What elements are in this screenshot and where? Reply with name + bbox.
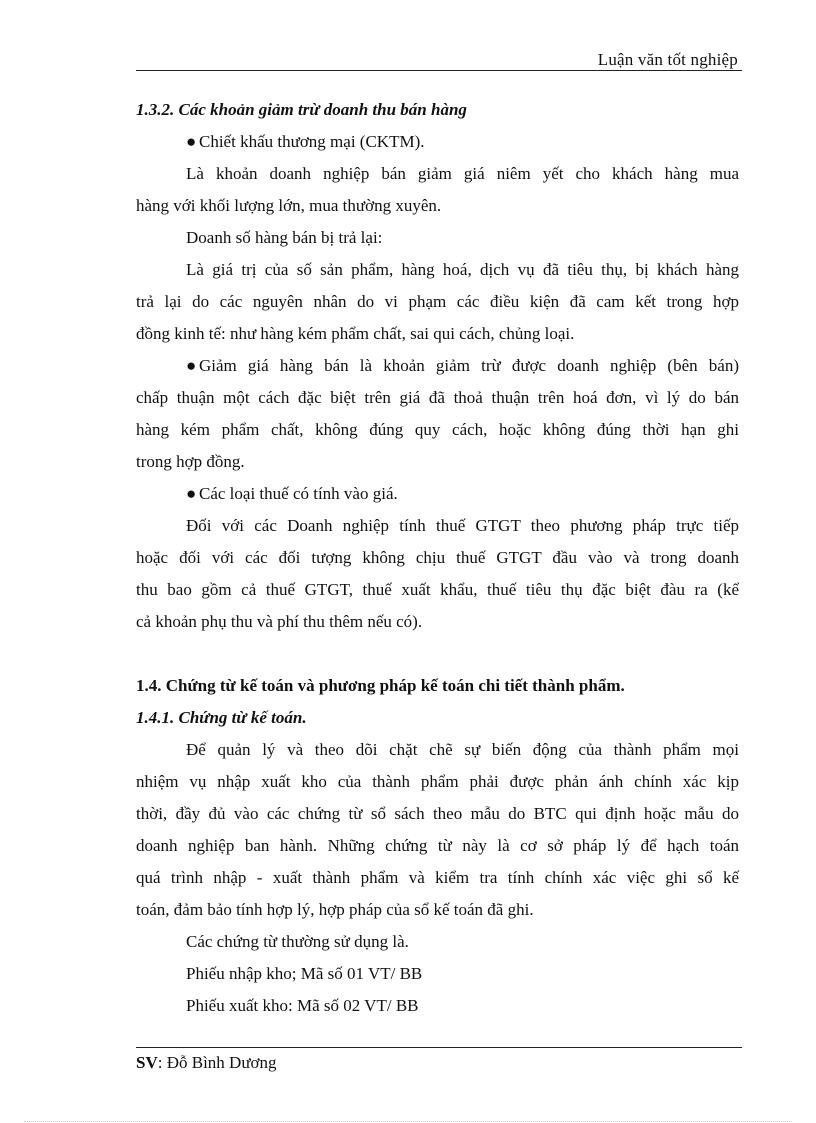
paragraph-line: doanh nghiệp ban hành. Những chứng từ này là cơ sở pháp lý để hạch toán	[136, 836, 739, 855]
paragraph-line: Phiếu xuất kho: Mã số 02 VT/ BB	[186, 996, 419, 1015]
paragraph-line: Các chứng từ thường sử dụng là.	[186, 932, 409, 951]
footer-author-name: : Đỗ Bình Dương	[157, 1053, 277, 1072]
document-body	[136, 94, 739, 1022]
section-heading-1-4-1: 1.4.1. Chứng từ kế toán.	[136, 708, 307, 727]
paragraph-line: trong hợp đồng.	[136, 452, 245, 471]
page-bottom-border	[24, 1121, 792, 1122]
paragraph-line: toán, đảm bảo tính hợp lý, hợp pháp của sổ kế toán đã ghi.	[136, 900, 534, 919]
paragraph-line: Đối với các Doanh nghiệp tính thuế GTGT theo phương pháp trực tiếp	[186, 516, 739, 535]
paragraph-line: nhiệm vụ nhập xuất kho của thành phẩm phải được phản ánh chính xác kịp	[136, 772, 739, 791]
paragraph-line: Để quản lý và theo dõi chặt chẽ sự biến động của thành phẩm mọi	[186, 740, 739, 759]
section-spacer	[136, 638, 739, 670]
paragraph-line: đồng kinh tế: như hàng kém phẩm chất, sai qui cách, chủng loại.	[136, 324, 575, 343]
footer-divider	[136, 1047, 742, 1048]
paragraph-line: cả khoản phụ thu và phí thu thêm nếu có).	[136, 612, 423, 631]
paragraph-line: thu bao gồm cả thuế GTGT, thuế xuất khẩu, thuế tiêu thụ đặc biệt đàu ra (kể	[136, 580, 739, 599]
paragraph-line: Là giá trị của số sản phẩm, hàng hoá, dịch vụ đã tiêu thụ, bị khách hàng	[186, 260, 739, 279]
section-heading-1-3-2: 1.3.2. Các khoản giảm trừ doanh thu bán hàng	[136, 100, 467, 119]
paragraph-line: quá trình nhập - xuất thành phẩm và kiểm tra tính chính xác việc ghi sổ kế	[136, 868, 739, 887]
paragraph-line: thời, đầy đủ vào các chứng từ sổ sách theo mẫu do BTC qui định hoặc mẫu do	[136, 804, 739, 823]
bullet-icon: ●	[186, 132, 197, 151]
bullet-item-cktm	[136, 126, 739, 158]
bullet-text: Chiết khấu thương mại (CKTM).	[199, 132, 425, 151]
paragraph-line: hàng với khối lượng lớn, mua thường xuyên.	[136, 196, 442, 215]
bullet-text: Giảm giá hàng bán là khoản giảm trừ được doanh nghiệp (bên bán)	[199, 356, 739, 375]
paragraph-line: Là khoản doanh nghiệp bán giảm giá niêm yết cho khách hàng mua	[186, 164, 739, 183]
page-header-title: Luận văn tốt nghiệp	[597, 50, 738, 69]
section-heading-1-4: 1.4. Chứng từ kế toán và phương pháp kế toán chi tiết thành phẩm.	[136, 676, 625, 695]
bullet-icon: ●	[186, 484, 197, 503]
header-divider	[136, 70, 742, 71]
paragraph-line: trả lại do các nguyên nhân do vi phạm các điều kiện đã cam kết trong hợp	[136, 292, 739, 311]
bullet-icon: ●	[186, 356, 197, 375]
paragraph-line: hoặc đối với các đối tượng không chịu thuế GTGT đầu vào và trong doanh	[136, 548, 739, 567]
paragraph-line: Doanh số hàng bán bị trả lại:	[186, 228, 383, 247]
paragraph-line: Phiếu nhập kho; Mã số 01 VT/ BB	[186, 964, 423, 983]
bullet-item-giam-gia	[136, 350, 739, 382]
page-footer	[136, 1053, 277, 1073]
bullet-item-thue	[136, 478, 739, 510]
footer-label: SV	[136, 1053, 158, 1072]
bullet-text: Các loại thuế có tính vào giá.	[199, 484, 398, 503]
paragraph-line: chấp thuận một cách đặc biệt trên giá đã thoả thuận trên hoá đơn, vì lý do bán	[136, 388, 739, 407]
paragraph-line: hàng kém phẩm chất, không đúng quy cách, hoặc không đúng thời hạn ghi	[136, 420, 739, 439]
